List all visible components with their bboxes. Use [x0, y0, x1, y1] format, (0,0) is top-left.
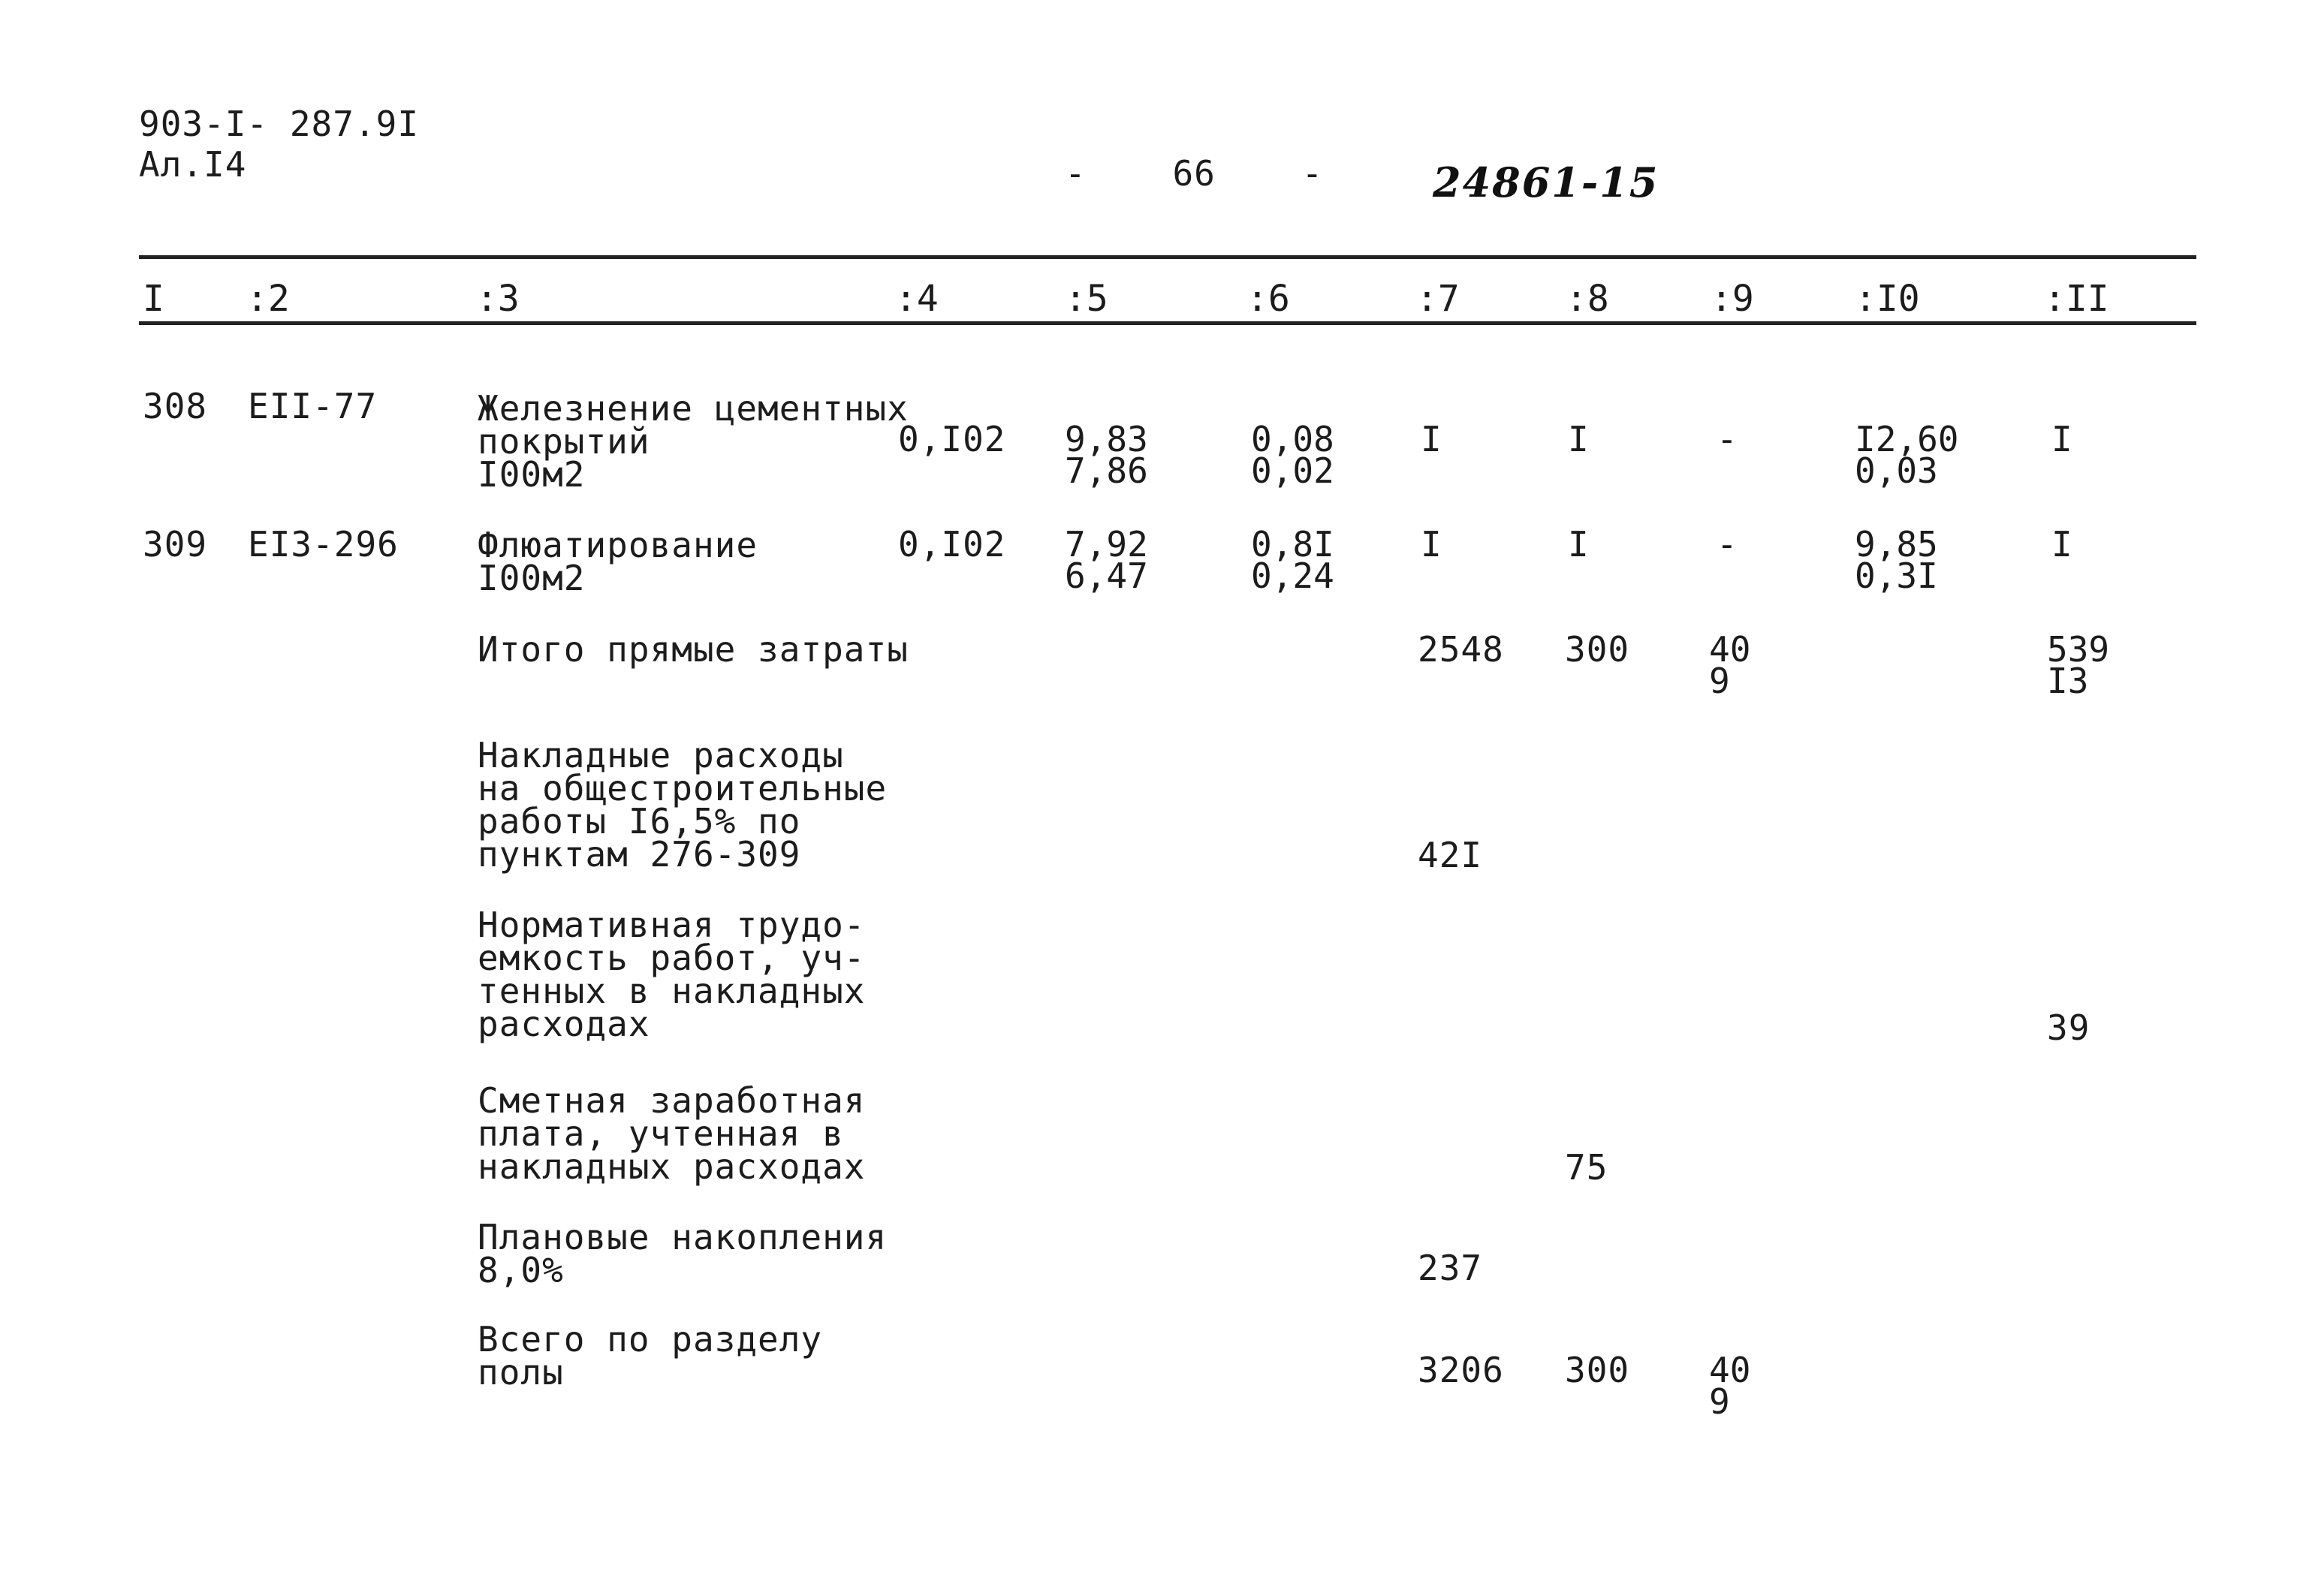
handwritten-stamp: 24861-15	[1433, 158, 1659, 206]
col-header-10: :I0	[1855, 278, 1920, 320]
row-308-qty: 0,I02	[898, 419, 1006, 459]
row-309-col5-top: 7,92	[1065, 524, 1148, 565]
row-309-col5-bottom: 6,47	[1065, 556, 1148, 596]
col-header-11: :II	[2044, 278, 2109, 320]
summary-section-total-col9	[1709, 1350, 1751, 1422]
summary-section-total-col8: 300	[1565, 1350, 1630, 1390]
summary-section-total-col9-top: 40	[1709, 1350, 1751, 1390]
col-header-4: :4	[895, 278, 939, 320]
col-header-1: I	[143, 278, 164, 320]
summary-section-total-col7: 3206	[1418, 1350, 1504, 1390]
row-308-col6-bottom: 0,02	[1251, 450, 1334, 491]
row-309-col8: I	[1568, 524, 1590, 565]
row-308-col10-bottom: 0,03	[1855, 450, 1938, 491]
summary-direct-costs-col11-top: 539	[2047, 629, 2110, 670]
row-308-col8: I	[1568, 419, 1590, 459]
col-header-8: :8	[1566, 278, 1609, 320]
summary-labor-intensity-col11: 39	[2047, 1007, 2090, 1048]
summary-direct-costs-col7: 2548	[1418, 629, 1504, 670]
table-top-rule	[139, 255, 2196, 259]
row-308-col10	[1855, 419, 1959, 491]
summary-direct-costs-col8: 300	[1565, 629, 1630, 670]
summary-direct-costs-col9	[1709, 629, 1751, 701]
row-308-col6	[1251, 419, 1334, 491]
row-308-number: 308	[143, 386, 208, 426]
summary-planned-savings-col7: 237	[1418, 1248, 1483, 1288]
col-header-7: :7	[1416, 278, 1460, 320]
row-309-col10	[1855, 524, 1938, 596]
summary-direct-costs-col11	[2047, 629, 2110, 701]
summary-direct-costs-col11-bottom: I3	[2047, 661, 2089, 701]
sheet-number: Ал.I4	[139, 144, 247, 185]
row-309-col10-bottom: 0,3I	[1855, 556, 1938, 596]
row-309-col11: I	[2051, 524, 2073, 565]
row-308-col5-top: 9,83	[1065, 419, 1148, 459]
summary-direct-costs-col9-top: 40	[1709, 629, 1751, 670]
summary-section-total-label: Всего по разделу полы	[478, 1319, 823, 1393]
summary-labor-intensity-label: Нормативная трудо- емкость работ, уч- тенных в накладных расходах	[478, 905, 866, 1044]
summary-overhead-col7: 42I	[1418, 835, 1483, 875]
row-309-number: 309	[143, 524, 208, 565]
row-309-col7: I	[1421, 524, 1442, 565]
row-309-col9: -	[1717, 524, 1738, 565]
col-header-2: :2	[246, 278, 290, 320]
summary-direct-costs-col9-bottom: 9	[1709, 661, 1730, 701]
row-308-col11: I	[2051, 419, 2073, 459]
row-309-col10-top: 9,85	[1855, 524, 1938, 565]
col-header-9: :9	[1711, 278, 1754, 320]
row-309-qty: 0,I02	[898, 524, 1006, 565]
row-309-code: EI3-296	[248, 524, 399, 565]
summary-direct-costs-label: Итого прямые затраты	[478, 629, 909, 670]
summary-wages-label: Сметная заработная плата, учтенная в накладных расходах	[478, 1080, 866, 1187]
col-header-3: :3	[476, 278, 520, 320]
row-309-col6	[1251, 524, 1334, 596]
row-309-col6-bottom: 0,24	[1251, 556, 1334, 596]
summary-section-total-col9-bottom: 9	[1709, 1381, 1730, 1422]
summary-planned-savings-label: Плановые накопления 8,0%	[478, 1217, 888, 1290]
table-header-rule	[139, 321, 2196, 325]
row-308-col7: I	[1421, 419, 1442, 459]
row-308-col5	[1065, 419, 1148, 491]
row-309-col6-top: 0,8I	[1251, 524, 1334, 565]
col-header-6: :6	[1246, 278, 1290, 320]
row-308-col6-top: 0,08	[1251, 419, 1334, 459]
col-header-5: :5	[1065, 278, 1108, 320]
page-number: - 66 -	[1065, 153, 1324, 194]
summary-wages-col8: 75	[1565, 1147, 1608, 1188]
row-308-col9: -	[1717, 419, 1738, 459]
row-309-name: Флюатирование I00м2	[478, 525, 758, 598]
row-308-code: EII-77	[248, 386, 378, 426]
doc-code: 903-I- 287.9I	[139, 104, 420, 144]
row-308-name: Железнение цементных покрытий I00м2	[478, 388, 909, 495]
row-309-col5	[1065, 524, 1148, 596]
row-308-col5-bottom: 7,86	[1065, 450, 1148, 491]
row-308-col10-top: I2,60	[1855, 419, 1959, 459]
summary-overhead-label: Накладные расходы на общестроительные работы I6,5% по пунктам 276-309	[478, 735, 888, 875]
